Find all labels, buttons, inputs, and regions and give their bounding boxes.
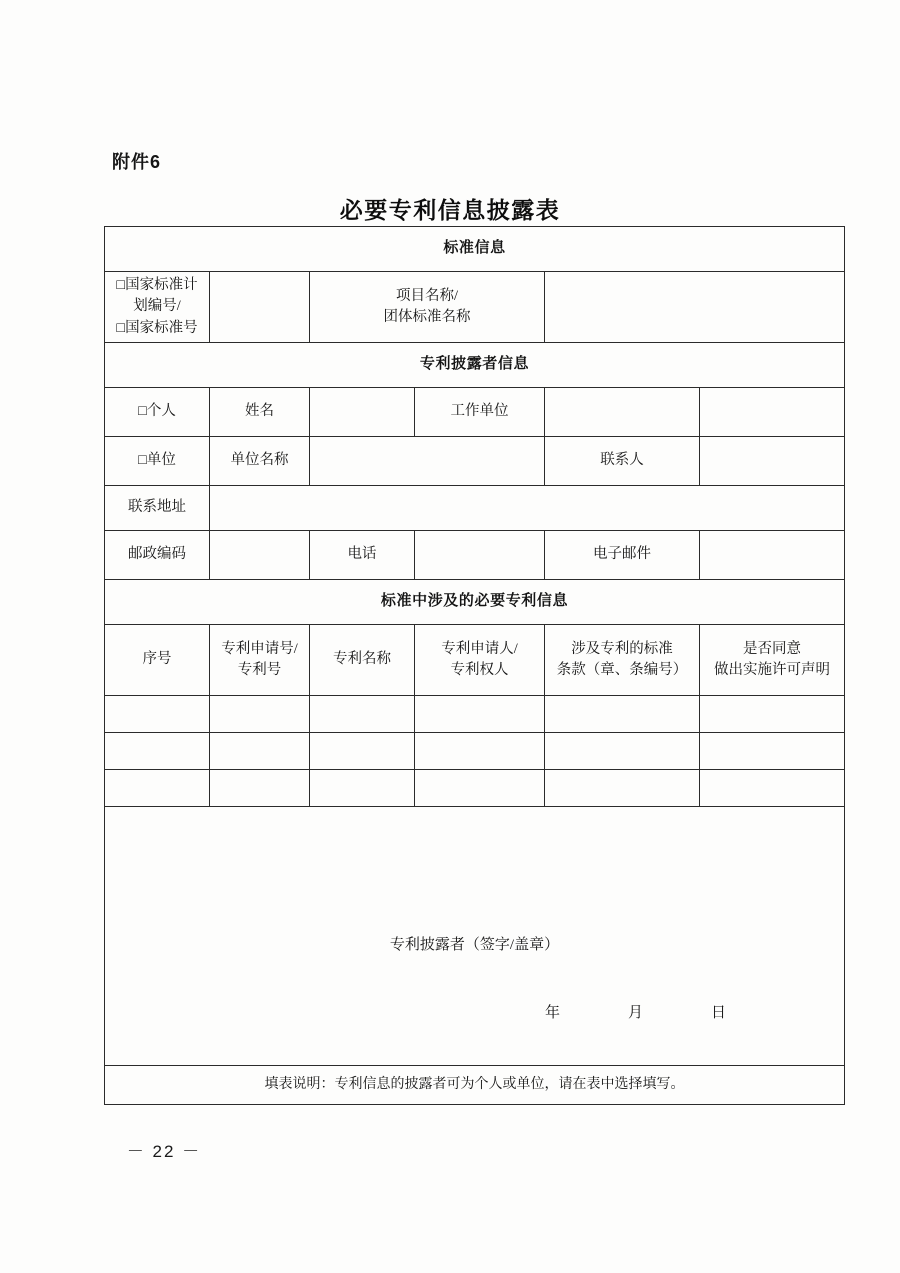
checkbox-individual[interactable]: □个人 [105, 388, 210, 437]
cell-index[interactable] [105, 696, 210, 733]
cell-patent-name[interactable] [310, 770, 415, 807]
label-email: 电子邮件 [545, 531, 700, 580]
column-header-index-line1: 序号 [142, 651, 172, 668]
table-row [105, 696, 845, 733]
checkbox-organization[interactable]: □单位 [105, 437, 210, 486]
column-header-standard-clause [545, 625, 700, 696]
cell-patent-name[interactable] [310, 696, 415, 733]
column-header-application-number-line1: 专利申请号/ [221, 640, 298, 657]
standard-info-row [105, 272, 845, 343]
discloser-row-address [105, 486, 845, 531]
cell-patent-name[interactable] [310, 733, 415, 770]
column-header-application-number-line2: 专利号 [237, 662, 282, 678]
table-row [105, 770, 845, 807]
table-row [105, 733, 845, 770]
column-header-application-number [210, 625, 310, 696]
column-header-standard-clause-line2: 条款（章、条编号） [556, 662, 688, 678]
discloser-row-contact [105, 531, 845, 580]
cell-license-consent[interactable] [700, 733, 845, 770]
label-standard-plan-number [105, 272, 210, 343]
column-header-patent-name [310, 625, 415, 696]
signature-area[interactable] [105, 807, 845, 1066]
input-organization-name[interactable] [310, 437, 545, 486]
input-standard-plan-number[interactable] [210, 272, 310, 343]
label-project-name [310, 272, 545, 343]
label-standard-plan-number-line2: □国家标准号 [116, 319, 198, 336]
label-standard-plan-number-line1: □国家标准计划编号/ [116, 277, 198, 315]
column-header-patent-name-line1: 专利名称 [333, 651, 391, 668]
signature-label: 专利披露者（签字/盖章） [389, 937, 560, 953]
date-year-label: 年 [545, 1005, 561, 1021]
label-project-name-line2: 团体标准名称 [383, 309, 471, 325]
column-header-index [105, 625, 210, 696]
column-header-license-consent [700, 625, 845, 696]
date-month-label: 月 [628, 1005, 644, 1021]
input-contact-person[interactable] [700, 437, 845, 486]
input-work-unit[interactable] [545, 388, 700, 437]
cell-application-number[interactable] [210, 696, 310, 733]
section-title-discloser-info: 专利披露者信息 [105, 343, 845, 388]
column-header-applicant-line1: 专利申请人/ [441, 640, 518, 657]
cell-index[interactable] [105, 770, 210, 807]
signature-row [105, 807, 845, 1066]
patent-disclosure-form [104, 226, 845, 1105]
input-contact-address[interactable] [210, 486, 845, 531]
input-email[interactable] [700, 531, 845, 580]
cell-standard-clause[interactable] [545, 770, 700, 807]
cell-applicant[interactable] [415, 733, 545, 770]
input-project-name[interactable] [545, 272, 845, 343]
cell-index[interactable] [105, 733, 210, 770]
label-contact-person: 联系人 [545, 437, 700, 486]
section-header-row-patent-info [105, 580, 845, 625]
discloser-row-individual [105, 388, 845, 437]
label-work-unit: 工作单位 [415, 388, 545, 437]
label-name: 姓名 [210, 388, 310, 437]
form-note: 填表说明：专利信息的披露者可为个人或单位，请在表中选择填写。 [105, 1066, 845, 1105]
input-work-unit-extra[interactable] [700, 388, 845, 437]
column-header-license-consent-line1: 是否同意 [743, 640, 802, 657]
label-project-name-line1: 项目名称/ [395, 287, 459, 304]
cell-application-number[interactable] [210, 770, 310, 807]
discloser-row-organization [105, 437, 845, 486]
label-contact-address: 联系地址 [105, 486, 210, 531]
column-header-license-consent-line2: 做出实施许可声明 [714, 662, 831, 678]
cell-license-consent[interactable] [700, 770, 845, 807]
input-postal-code[interactable] [210, 531, 310, 580]
input-telephone[interactable] [415, 531, 545, 580]
column-header-standard-clause-line1: 涉及专利的标准 [571, 640, 673, 657]
section-title-standard-info: 标准信息 [105, 227, 845, 272]
label-postal-code: 邮政编码 [105, 531, 210, 580]
cell-license-consent[interactable] [700, 696, 845, 733]
attachment-label: 附件6 [112, 152, 162, 172]
page-number: － 22 － [126, 1142, 202, 1161]
section-header-row-discloser-info [105, 343, 845, 388]
input-name[interactable] [310, 388, 415, 437]
label-telephone: 电话 [310, 531, 415, 580]
date-day-label: 日 [711, 1005, 727, 1021]
note-row [105, 1066, 845, 1105]
section-header-row-standard-info [105, 227, 845, 272]
date-line [105, 1003, 844, 1025]
cell-standard-clause[interactable] [545, 696, 700, 733]
patent-table-header-row [105, 625, 845, 696]
cell-applicant[interactable] [415, 770, 545, 807]
section-title-patent-info: 标准中涉及的必要专利信息 [105, 580, 845, 625]
column-header-applicant [415, 625, 545, 696]
cell-application-number[interactable] [210, 733, 310, 770]
column-header-applicant-line2: 专利权人 [450, 662, 509, 678]
page-title: 必要专利信息披露表 [339, 197, 561, 223]
cell-standard-clause[interactable] [545, 733, 700, 770]
cell-applicant[interactable] [415, 696, 545, 733]
label-organization-name: 单位名称 [210, 437, 310, 486]
